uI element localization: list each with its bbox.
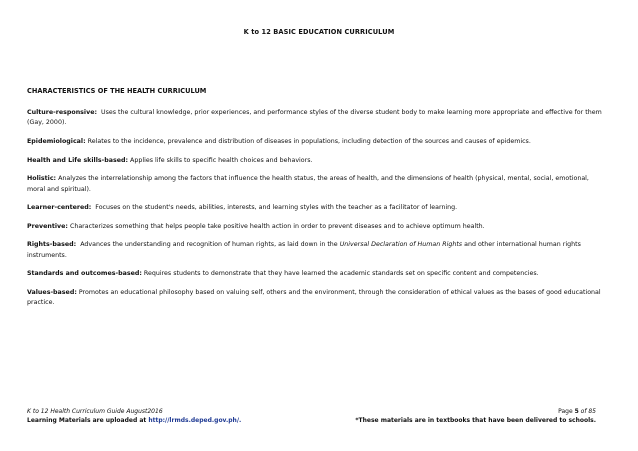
- definition: Requires students to demonstrate that they have learned the academic standards set on specific content and competencies.: [143, 270, 539, 278]
- item-holistic: [27, 174, 609, 195]
- item-culture-responsive: [27, 108, 609, 129]
- term: Learner-centered:: [27, 204, 92, 212]
- document-title: K to 12 BASIC EDUCATION CURRICULUM: [243, 28, 395, 36]
- lrmds-link[interactable]: http://lrmds.deped.gov.ph/.: [148, 417, 242, 424]
- item-rights-based: [27, 240, 609, 261]
- term: Rights-based:: [27, 241, 77, 249]
- term: Culture-responsive:: [27, 109, 97, 116]
- item-learner-centered: [27, 203, 609, 213]
- uploaded-line: [27, 416, 241, 425]
- definition: Applies life skills to specific health choices and behaviors.: [130, 156, 313, 164]
- uploaded-label: Learning Materials are uploaded at: [27, 417, 147, 424]
- term: Standards and outcomes-based:: [27, 270, 142, 278]
- item-health-life-skills: [27, 156, 609, 166]
- definition: Focuses on the student's needs, abilities, interests, and learning styles with the teacher as a facilitator of learning.: [95, 204, 458, 212]
- page-total: of 85: [580, 408, 596, 415]
- page-label: Page: [558, 408, 573, 415]
- footer-left: [27, 407, 241, 425]
- definition-before: Advances the understanding and recognition of human rights, as laid down in the: [80, 241, 338, 249]
- main-content: [27, 87, 609, 317]
- udhr-title: Universal Declaration of Human Rights: [339, 241, 463, 249]
- definition: Uses the cultural knowledge, prior experiences, and performance styles of the diverse student body to make learning more appropriate and effective for them (Gay, 2000).: [27, 109, 602, 127]
- item-values-based: [27, 288, 609, 309]
- term: Holistic:: [27, 175, 57, 183]
- definition-after: and other international human rights instruments.: [27, 241, 581, 259]
- item-standards-outcomes: [27, 269, 609, 279]
- guide-label: K to 12 Health Curriculum Guide August2016: [27, 408, 163, 415]
- definition: Analyzes the interrelationship among the factors that influence the health status, the areas of health, and the dimensions of health (physical, mental, social, emotional, moral and spiritual).: [27, 175, 589, 193]
- textbook-note: *These materials are in textbooks that have been delivered to schools.: [355, 417, 596, 424]
- definition: Characterizes something that helps people take positive health action in order to prevent diseases and to achieve optimum health.: [69, 222, 485, 230]
- term: Epidemiological:: [27, 138, 86, 145]
- page-indicator: [355, 407, 596, 416]
- term: Preventive:: [27, 222, 68, 230]
- footer-right: [355, 407, 596, 425]
- item-preventive: [27, 222, 609, 232]
- definition: Promotes an educational philosophy based on valuing self, others and the environment, through the consideration of ethical values as the bases of good educational practice.: [27, 288, 601, 307]
- term: Values-based:: [27, 288, 77, 296]
- page-number: 5: [574, 408, 579, 415]
- section-heading: CHARACTERISTICS OF THE HEALTH CURRICULUM: [27, 87, 207, 95]
- term: Health and Life skills-based:: [27, 156, 129, 164]
- item-epidemiological: [27, 137, 609, 147]
- definition: Relates to the incidence, prevalence and distribution of diseases in populations, including detection of the sources and causes of epidemics.: [87, 138, 531, 145]
